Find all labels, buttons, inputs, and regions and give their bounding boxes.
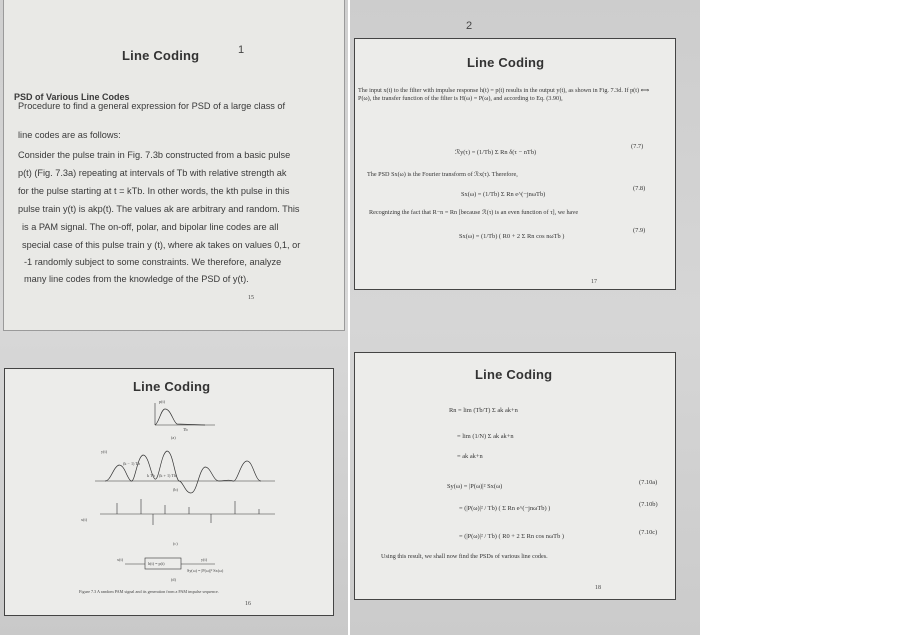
figure-caption: Figure 7.3 A random PAM signal and its generation from a PAM impulse sequence. xyxy=(79,589,219,594)
slide-2-page-number: 16 xyxy=(245,601,251,607)
slide-4-title: Line Coding xyxy=(475,367,553,382)
slide-1-line: Procedure to find a general expression for PSD of a large class of xyxy=(18,101,286,111)
fig-c-label: (c) xyxy=(173,541,178,546)
k-minus-1-label: (k − 1) Tb xyxy=(123,461,141,466)
slide-1-line: Consider the pulse train in Fig. 7.3b constructed from a basic pulse xyxy=(18,150,291,160)
equation-7-10b-number: (7.10b) xyxy=(639,501,658,508)
right-page-marker: 2 xyxy=(466,20,473,32)
slide-1-page-number: 15 xyxy=(248,295,254,301)
slide-1-line: line codes are as follows: xyxy=(18,130,121,140)
slide-4-conclusion: Using this result, we shall now find the PSDs of various line codes. xyxy=(381,553,548,560)
slide-1-line: pulse train y(t) is akp(t). The values ak are arbitrary and random. This xyxy=(18,204,300,214)
output-label: y(t) xyxy=(201,557,208,562)
fig-d-label: (d) xyxy=(171,577,176,582)
equation-7-10a-number: (7.10a) xyxy=(639,479,658,486)
y-t-curve xyxy=(105,451,261,493)
k-plus-1-label: (k + 1) Tb xyxy=(159,473,177,478)
equation-7-10c: = (|P(ω)|² / Tb) ( R0 + 2 Σ Rn cos nωTb ) xyxy=(459,533,564,540)
equation-rn-2: = lim (1/N) Σ ak ak+n xyxy=(457,433,514,440)
equation-7-10c-number: (7.10c) xyxy=(639,529,658,536)
p-t-label: p(t) xyxy=(159,399,166,404)
slide-3-page-number: 17 xyxy=(591,279,597,285)
equation-7-8: Sx(ω) = (1/Tb) Σ Rn e^(−jnωTb) xyxy=(461,191,546,198)
equation-7-9: Sx(ω) = (1/Tb) ( R0 + 2 Σ Rn cos nωTb ) xyxy=(459,233,565,240)
slide-4-frame xyxy=(354,352,676,600)
pam-signal-figure xyxy=(5,369,333,615)
slide-1-line: for the pulse starting at t = kTb. In other words, the kth pulse in this xyxy=(18,186,290,196)
equation-7-7: ℛy(τ) = (1/Tb) Σ Rn δ(τ − nTb) xyxy=(455,149,537,156)
slide-1-title: Line Coding xyxy=(122,48,200,63)
filter-label: h(t) = p(t) xyxy=(148,561,165,566)
slide-1-line: -1 randomly subject to some constraints. We therefore, analyze xyxy=(24,257,282,267)
x-t-label: x(t) xyxy=(81,517,88,522)
slide-1-line: many line codes from the knowledge of the PSD of y(t). xyxy=(24,274,249,284)
equation-7-8-number: (7.8) xyxy=(633,185,646,192)
slide-3-title: Line Coding xyxy=(467,55,545,70)
slide-2-title: Line Coding xyxy=(133,379,211,394)
equation-rn-1: Rn = lim (Tb/T) Σ ak ak+n xyxy=(449,407,518,414)
fig-a-label: (a) xyxy=(171,435,176,440)
slide-1-line: is a PAM signal. The on-off, polar, and bipolar line codes are all xyxy=(22,222,279,232)
slide-3-text-2: The PSD Sx(ω) is the Fourier transform of ℛx(τ). Therefore, xyxy=(367,171,518,178)
slide-1-line: p(t) (Fig. 7.3a) repeating at intervals of Tb with relative strength ak xyxy=(18,168,287,178)
sy-label: Sy(ω) = |P(ω)|² Sx(ω) xyxy=(187,568,224,573)
equation-7-10b: = (|P(ω)|² / Tb) ( Σ Rn e^(−jnωTb) ) xyxy=(459,505,551,512)
slide-3-text-3: Recognizing the fact that R−n = Rn [because ℛ(τ) is an even function of τ], we have xyxy=(369,209,579,216)
k-tb-label: k Tb xyxy=(147,473,155,478)
input-label: x(t) xyxy=(117,557,124,562)
slide-1-heading: PSD of Various Line Codes xyxy=(14,92,130,102)
equation-7-7-number: (7.7) xyxy=(631,143,644,150)
p-t-curve xyxy=(155,409,205,425)
right-page-photo xyxy=(350,0,700,635)
slide-2-frame xyxy=(4,368,334,616)
left-page-photo xyxy=(0,0,348,635)
fig-b-label: (b) xyxy=(173,487,178,492)
equation-7-10a: Sy(ω) = |P(ω)|² Sx(ω) xyxy=(447,483,503,490)
tb-label: Tb xyxy=(183,427,188,432)
slide-3-frame xyxy=(354,38,676,290)
slide-3-intro: The input x(t) to the filter with impulse response h(t) = p(t) results in the output y(t), as shown in Fig. 7.3d. If p(t) ⟺ P(ω), the transfer function of the filter is H(ω) = P(ω), and according to Eq. (3.90), xyxy=(358,87,650,102)
equation-rn-3: = ak ak+n xyxy=(457,453,483,460)
slide-4-page-number: 18 xyxy=(595,585,601,591)
slide-1-line: special case of this pulse train y (t), where ak takes on values 0,1, or xyxy=(22,240,301,250)
slide-1-sheet xyxy=(4,0,344,330)
y-t-label: y(t) xyxy=(101,449,108,454)
equation-7-9-number: (7.9) xyxy=(633,227,646,234)
slide-1-page-marker: 1 xyxy=(238,44,245,56)
